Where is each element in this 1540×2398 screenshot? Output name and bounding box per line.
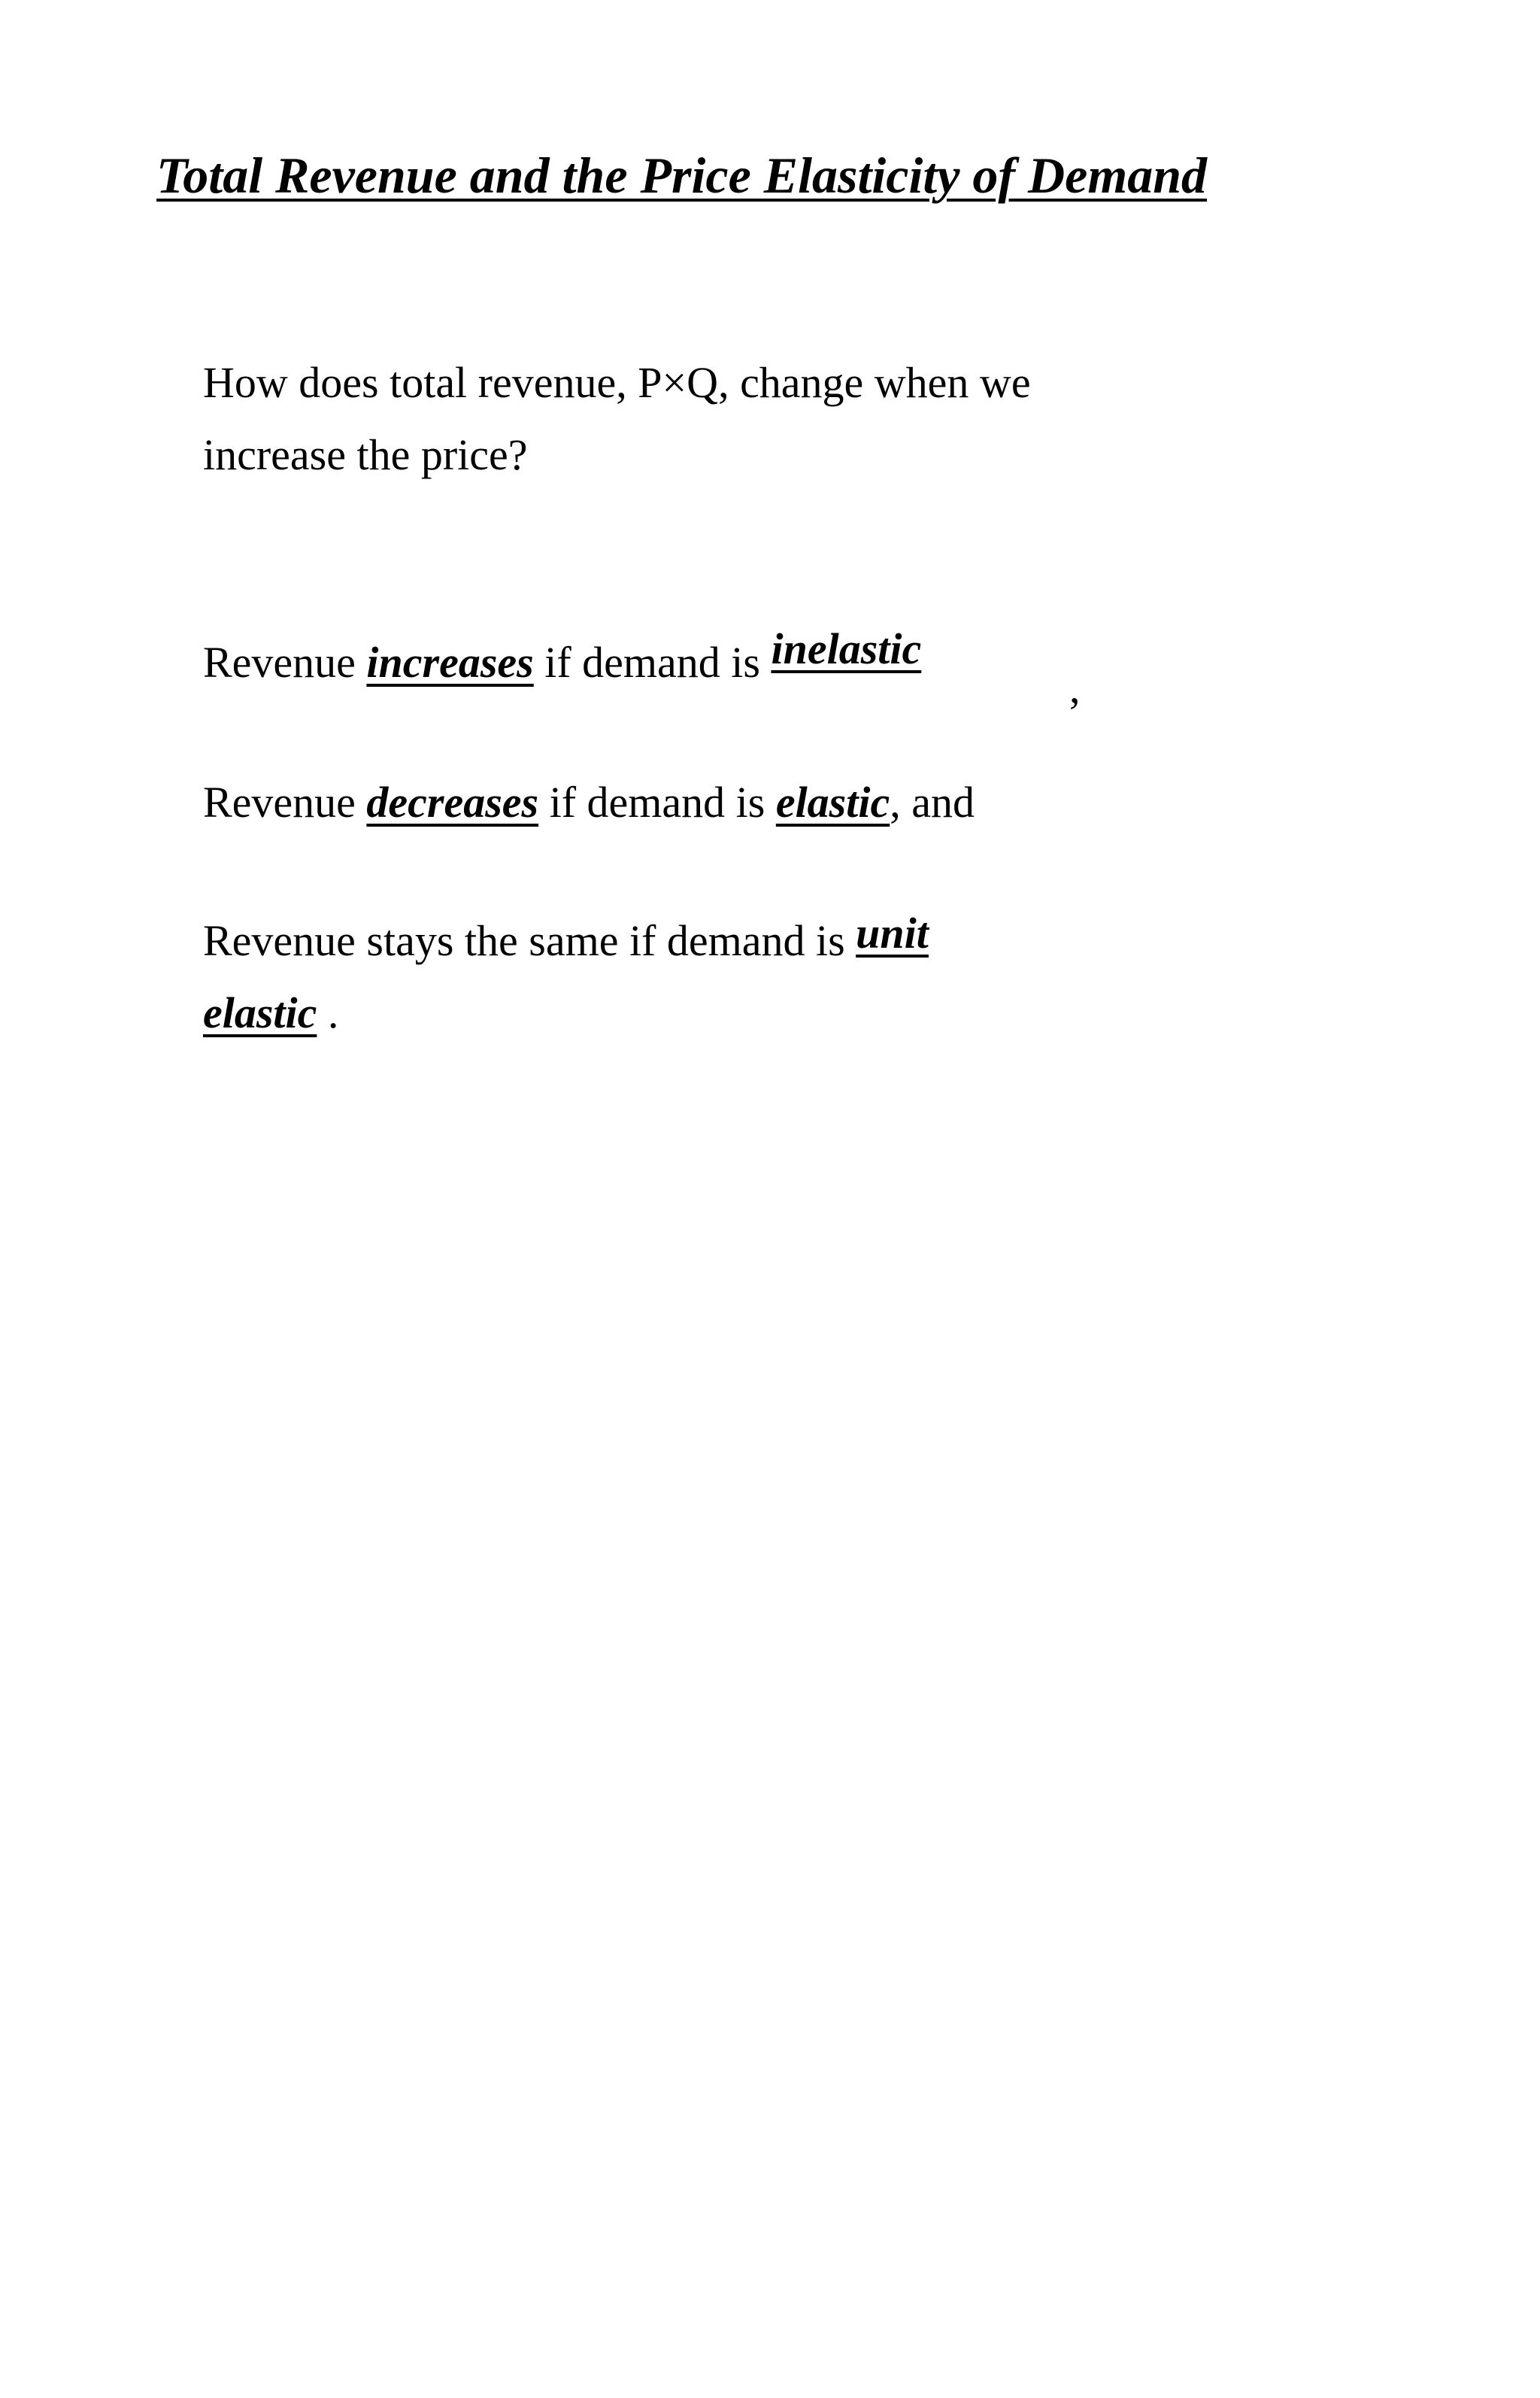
statement-suffix: , and: [890, 778, 975, 827]
statement-middle: if demand is: [538, 778, 776, 827]
question-line-1: How does total revenue, P×Q, change when we: [203, 358, 1031, 407]
answer-decreases: decreases: [366, 778, 539, 827]
answer-inelastic: inelastic: [771, 624, 922, 673]
statement-inelastic: [203, 624, 922, 688]
statement-middle: if demand is: [533, 638, 772, 687]
answer-elastic: elastic: [775, 778, 890, 827]
statement-unit-elastic-line-2: [203, 988, 338, 1039]
statement-suffix-comma: ,: [1069, 663, 1081, 712]
statement-unit-elastic: [203, 909, 929, 967]
statement-elastic: [203, 778, 975, 828]
statement-prefix: Revenue: [203, 638, 367, 687]
statement-prefix: Revenue: [203, 778, 367, 827]
answer-unit: unit: [856, 909, 929, 958]
answer-increases: increases: [366, 638, 534, 687]
answer-elastic-unit: elastic: [203, 988, 317, 1037]
statement-suffix-period: .: [317, 988, 339, 1037]
page-title: Total Revenue and the Price Elasticity of Demand: [156, 147, 1208, 204]
statement-text: Revenue stays the same if demand is: [203, 916, 856, 965]
question-line-2: increase the price?: [203, 430, 528, 479]
